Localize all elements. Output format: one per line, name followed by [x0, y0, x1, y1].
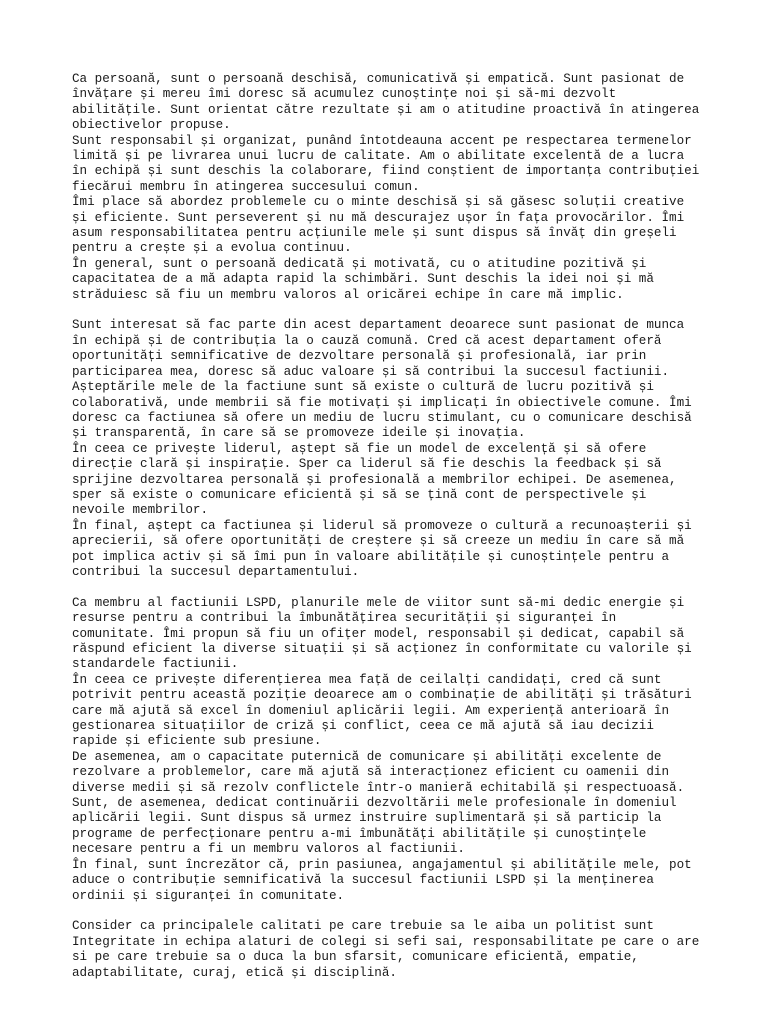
- text-line: limită și pe livrarea unui lucru de calitate. Am o abilitate excelentă de a lucra: [72, 149, 685, 164]
- text-line: în echipă și de contribuția la o cauză comună. Cred că acest departament oferă: [72, 333, 662, 348]
- text-line: Ca persoană, sunt o persoană deschisă, comunicativă și empatică. Sunt pasionat de: [72, 72, 685, 86]
- text-line: De asemenea, am o capacitate puternică de comunicare și abilități excelente de: [72, 749, 662, 764]
- paragraph: [72, 318, 712, 580]
- text-line: În ceea ce privește diferențierea mea față de ceilalți candidați, cred că sunt: [72, 672, 662, 687]
- text-line: potrivit pentru această poziție deoarece am o combinație de abilități și trăsături: [72, 688, 692, 703]
- paragraph: [72, 919, 712, 981]
- text-line: învățare și mereu îmi doresc să acumulez cunoștințe noi și să-mi dezvolt: [72, 87, 617, 102]
- text-line: răspund eficient la diverse situații și să acționez în conformitate cu valorile și: [72, 642, 692, 656]
- text-line: Sunt, de asemenea, dedicat continuării dezvoltării mele profesionale în domeniul: [72, 796, 677, 811]
- text-line: Integritate in echipa alaturi de colegi si sefi sai, responsabilitate pe care o are: [72, 934, 700, 949]
- text-line: doresc ca factiunea să ofere un mediu de lucru stimulant, cu o comunicare deschisă: [72, 410, 692, 425]
- text-line: pentru a crește și a evolua continuu.: [72, 241, 352, 256]
- text-line: Sunt responsabil și organizat, punând întotdeauna accent pe respectarea termenelor: [72, 133, 692, 148]
- document-body: [72, 72, 712, 981]
- text-line: nevoile membrilor.: [72, 503, 209, 518]
- text-line: aplicării legii. Sunt dispus să urmez instruire suplimentară și să particip la: [72, 811, 662, 826]
- text-line: care mă ajută să excel în domeniul aplicării legii. Am experiență anterioară în: [72, 703, 670, 718]
- text-line: programe de perfecționare pentru a-mi îmbunătăți abilitățile și cunoștințele: [72, 826, 647, 841]
- text-line: si pe care trebuie sa o duca la bun sfarsit, comunicare eficientă, empatie,: [72, 950, 639, 965]
- text-line: gestionarea situațiilor de criză și conflict, ceea ce mă ajută să iau decizii: [72, 719, 654, 734]
- text-line: aduce o contribuție semnificativă la succesul factiunii LSPD și la menținerea: [72, 873, 654, 888]
- text-line: contribui la succesul departamentului.: [72, 564, 360, 579]
- text-line: necesare pentru a fi un membru valoros al factiunii.: [72, 842, 465, 857]
- text-line: sper să existe o comunicare eficientă și să se țină cont de perspectivele și: [72, 487, 647, 502]
- text-line: rapide și eficiente sub presiune.: [72, 734, 322, 749]
- text-line: în echipă și sunt deschis la colaborare, fiind conștient de importanța contribuției: [72, 164, 700, 179]
- text-line: Consider ca principalele calitati pe care trebuie sa le aiba un politist sunt: [72, 919, 654, 934]
- text-line: și transparentă, în care să se promoveze ideile și inovația.: [72, 426, 526, 441]
- text-line: asum responsabilitatea pentru acțiunile mele și sunt dispus să învăț din greșeli: [72, 226, 677, 241]
- text-line: direcție clară și inspirație. Sper ca liderul să fie deschis la feedback și să: [72, 457, 662, 472]
- text-line: În final, aștept ca factiunea și liderul să promoveze o cultură a recunoașterii și: [72, 518, 692, 533]
- text-line: Ca membru al factiunii LSPD, planurile mele de viitor sunt să-mi dedic energie și: [72, 595, 685, 610]
- text-line: În general, sunt o persoană dedicată și motivată, cu o atitudine pozitivă și: [72, 256, 647, 271]
- text-line: aprecierii, să ofere oportunități de creștere și să creeze un mediu în care să mă: [72, 534, 685, 549]
- text-line: comunitate. Îmi propun să fiu un ofițer model, responsabil și dedicat, capabil să: [72, 626, 685, 641]
- text-line: și eficiente. Sunt perseverent și nu mă descurajez ușor în fața provocărilor. Îmi: [72, 210, 685, 225]
- text-line: fiecărui membru în atingerea succesului comun.: [72, 179, 420, 194]
- text-line: În ceea ce privește liderul, aștept să fie un model de excelență și să ofere: [72, 441, 647, 456]
- text-line: diverse medii și să rezolv conflictele într-o manieră echitabilă și respectuoasă.: [72, 780, 685, 795]
- text-line: adaptabilitate, curaj, etică și disciplină.: [72, 965, 397, 980]
- paragraph: [72, 72, 712, 303]
- text-line: colaborativă, unde membrii să fie motivați și implicați în obiectivele comune. Îmi: [72, 395, 692, 410]
- text-line: rezolvare a problemelor, care mă ajută să interacționez eficient cu oamenii din: [72, 765, 670, 780]
- text-line: pot implica activ și să îmi pun în valoare abilitățile și cunoștințele pentru a: [72, 549, 670, 564]
- text-line: ordinii și siguranței în comunitate.: [72, 888, 345, 903]
- text-line: standardele factiunii.: [72, 657, 239, 672]
- text-line: Sunt interesat să fac parte din acest departament deoarece sunt pasionat de munca: [72, 318, 685, 333]
- text-line: sprijine dezvoltarea personală și profesională a membrilor echipei. De asemenea,: [72, 472, 677, 487]
- text-line: participarea mea, doresc să aduc valoare și să contribui la succesul factiunii.: [72, 364, 670, 379]
- text-line: resurse pentru a contribui la îmbunătățirea securității și siguranței în: [72, 611, 617, 626]
- text-line: abilitățile. Sunt orientat către rezultate și am o atitudine proactivă în atingerea: [72, 102, 700, 117]
- text-line: Așteptările mele de la factiune sunt să existe o cultură de lucru pozitivă și: [72, 380, 654, 395]
- text-line: Îmi place să abordez problemele cu o minte deschisă și să găsesc soluții creative: [72, 195, 685, 210]
- text-line: capacitatea de a mă adapta rapid la schimbări. Sunt deschis la idei noi și mă: [72, 272, 654, 287]
- text-line: oportunități semnificative de dezvoltare personală și profesională, iar prin: [72, 349, 647, 364]
- text-line: În final, sunt încrezător că, prin pasiunea, angajamentul și abilitățile mele, pot: [72, 857, 692, 872]
- text-line: străduiesc să fiu un membru valoros al oricărei echipe în care mă implic.: [72, 287, 624, 302]
- paragraph: [72, 596, 712, 904]
- text-line: obiectivelor propuse.: [72, 118, 231, 133]
